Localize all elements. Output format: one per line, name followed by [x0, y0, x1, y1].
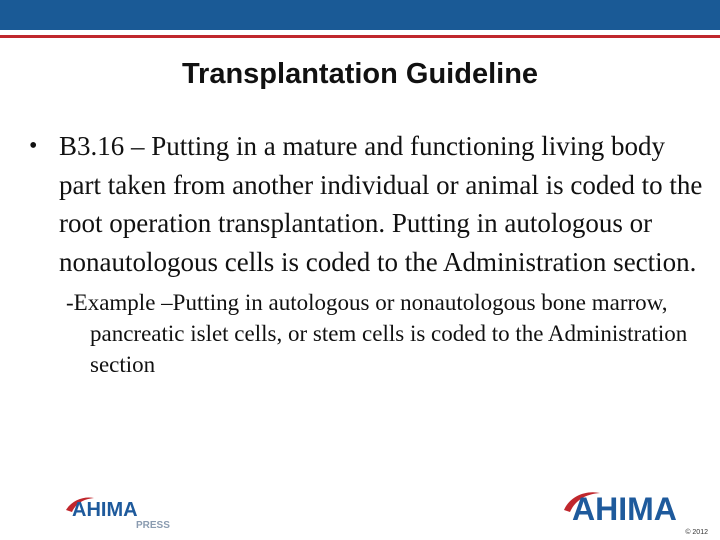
logo-left-sub: PRESS [136, 520, 170, 530]
header-divider-red [0, 35, 720, 38]
copyright-text: © 2012 [685, 529, 708, 536]
bullet-text: B3.16 – Putting in a mature and functioning living body part taken from another individual or animal is coded to the root operation transplantation. Putting in autologous or nonautologous cells is coded to the Administration section. [59, 131, 703, 277]
logo-left-name: AHIMA [72, 499, 138, 521]
bullet-icon: • [29, 133, 38, 159]
ahima-press-logo [64, 490, 184, 530]
header-bar [0, 0, 720, 30]
logo-right-name: AHIMA [572, 491, 677, 527]
bullet-item [26, 127, 706, 281]
sub-bullet-text: -Example –Putting in autologous or nonautologous bone marrow, pancreatic islet cells, or stem cells is coded to the Administration section [66, 290, 688, 377]
slide-content [26, 127, 706, 380]
slide-title: Transplantation Guideline [181, 58, 539, 90]
ahima-logo [560, 484, 700, 528]
